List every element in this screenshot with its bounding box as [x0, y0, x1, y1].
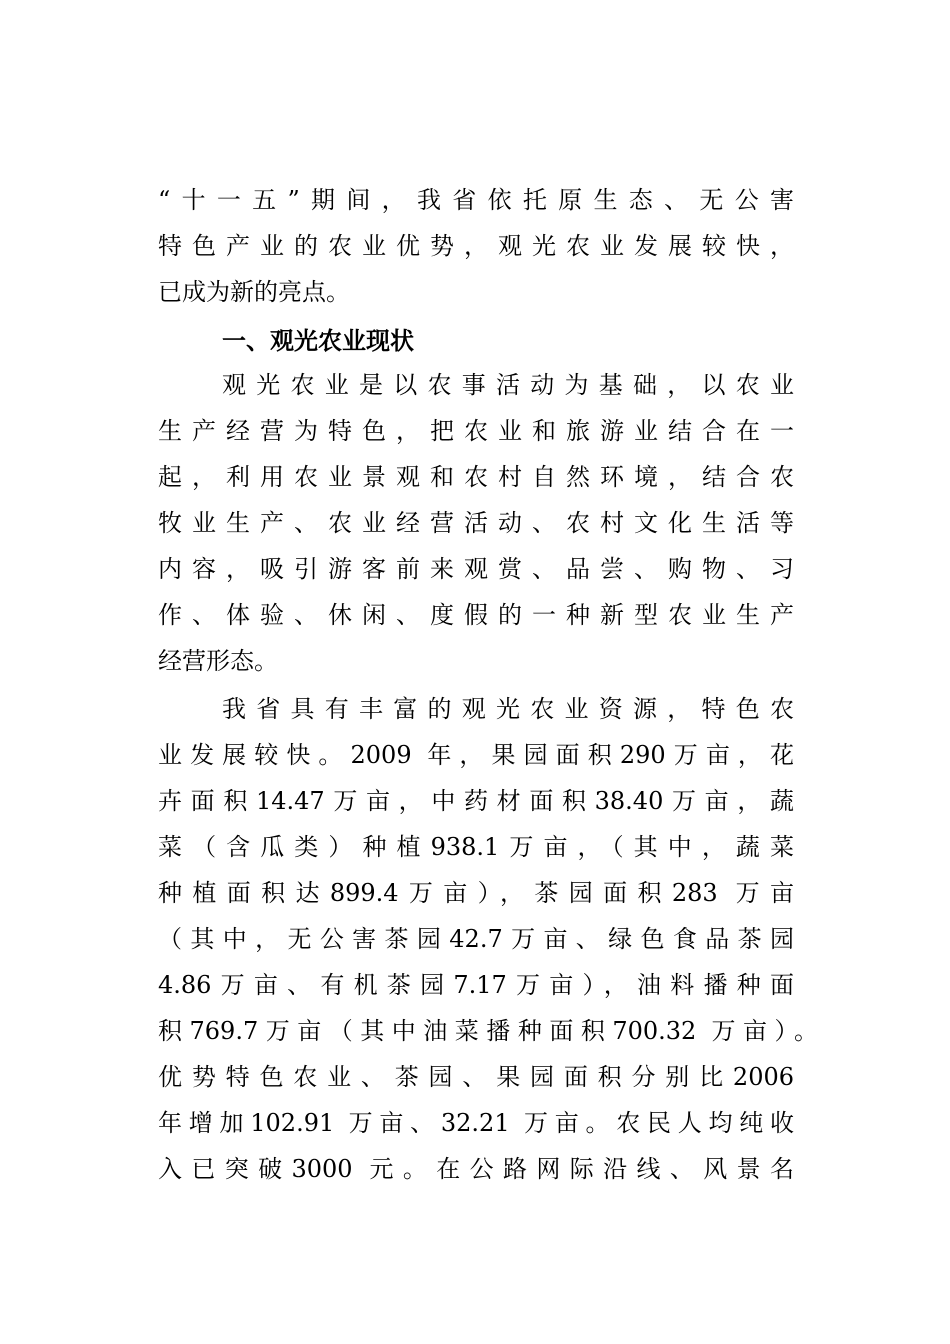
paragraph3-line-11: 入已突破3000 元。在公路网际沿线、风景名: [158, 1155, 794, 1183]
paragraph2-line-5: 内容，吸引游客前来观赏、品尝、购物、习: [158, 555, 794, 583]
paragraph3-line-10: 年增加102.91 万亩、32.21 万亩。农民人均纯收: [158, 1109, 794, 1137]
paragraph3-line-3: 卉面积14.47万亩，中药材面积38.40万亩，蔬: [158, 787, 794, 815]
paragraph2-line-7: 经营形态。: [158, 647, 278, 675]
paragraph1-line-2: 特色产业的农业优势，观光农业发展较快，: [158, 232, 794, 260]
paragraph1-line-1: “十一五”期间，我省依托原生态、无公害: [158, 186, 794, 214]
paragraph3-line-7: 4.86万亩、有机茶园7.17万亩），油料播种面: [158, 971, 794, 999]
section-heading: 一、观光农业现状: [222, 327, 414, 355]
paragraph3-line-5: 种植面积达899.4万亩），茶园面积283 万亩: [158, 879, 794, 907]
paragraph3-line-9: 优势特色农业、茶园、果园面积分别比2006: [158, 1063, 794, 1091]
paragraph3-line-4: 菜（含瓜类）种植938.1万亩，（其中，蔬菜: [158, 833, 794, 861]
paragraph2-line-2: 生产经营为特色，把农业和旅游业结合在一: [158, 417, 794, 445]
paragraph3-line-8: 积769.7万亩（其中油菜播种面积700.32 万亩）。: [158, 1017, 818, 1045]
paragraph1-line-3: 已成为新的亮点。: [158, 278, 350, 306]
paragraph2-line-4: 牧业生产、农业经营活动、农村文化生活等: [158, 509, 794, 537]
paragraph3-line-2: 业发展较快。2009 年，果园面积290万亩，花: [158, 741, 794, 769]
paragraph2-line-3: 起，利用农业景观和农村自然环境，结合农: [158, 463, 794, 491]
paragraph2-line-1: 观光农业是以农事活动为基础，以农业: [222, 371, 794, 399]
paragraph3-line-6: （其中，无公害茶园42.7万亩、绿色食品茶园: [158, 925, 794, 953]
paragraph3-line-1: 我省具有丰富的观光农业资源，特色农: [222, 695, 794, 723]
paragraph2-line-6: 作、体验、休闲、度假的一种新型农业生产: [158, 601, 794, 629]
